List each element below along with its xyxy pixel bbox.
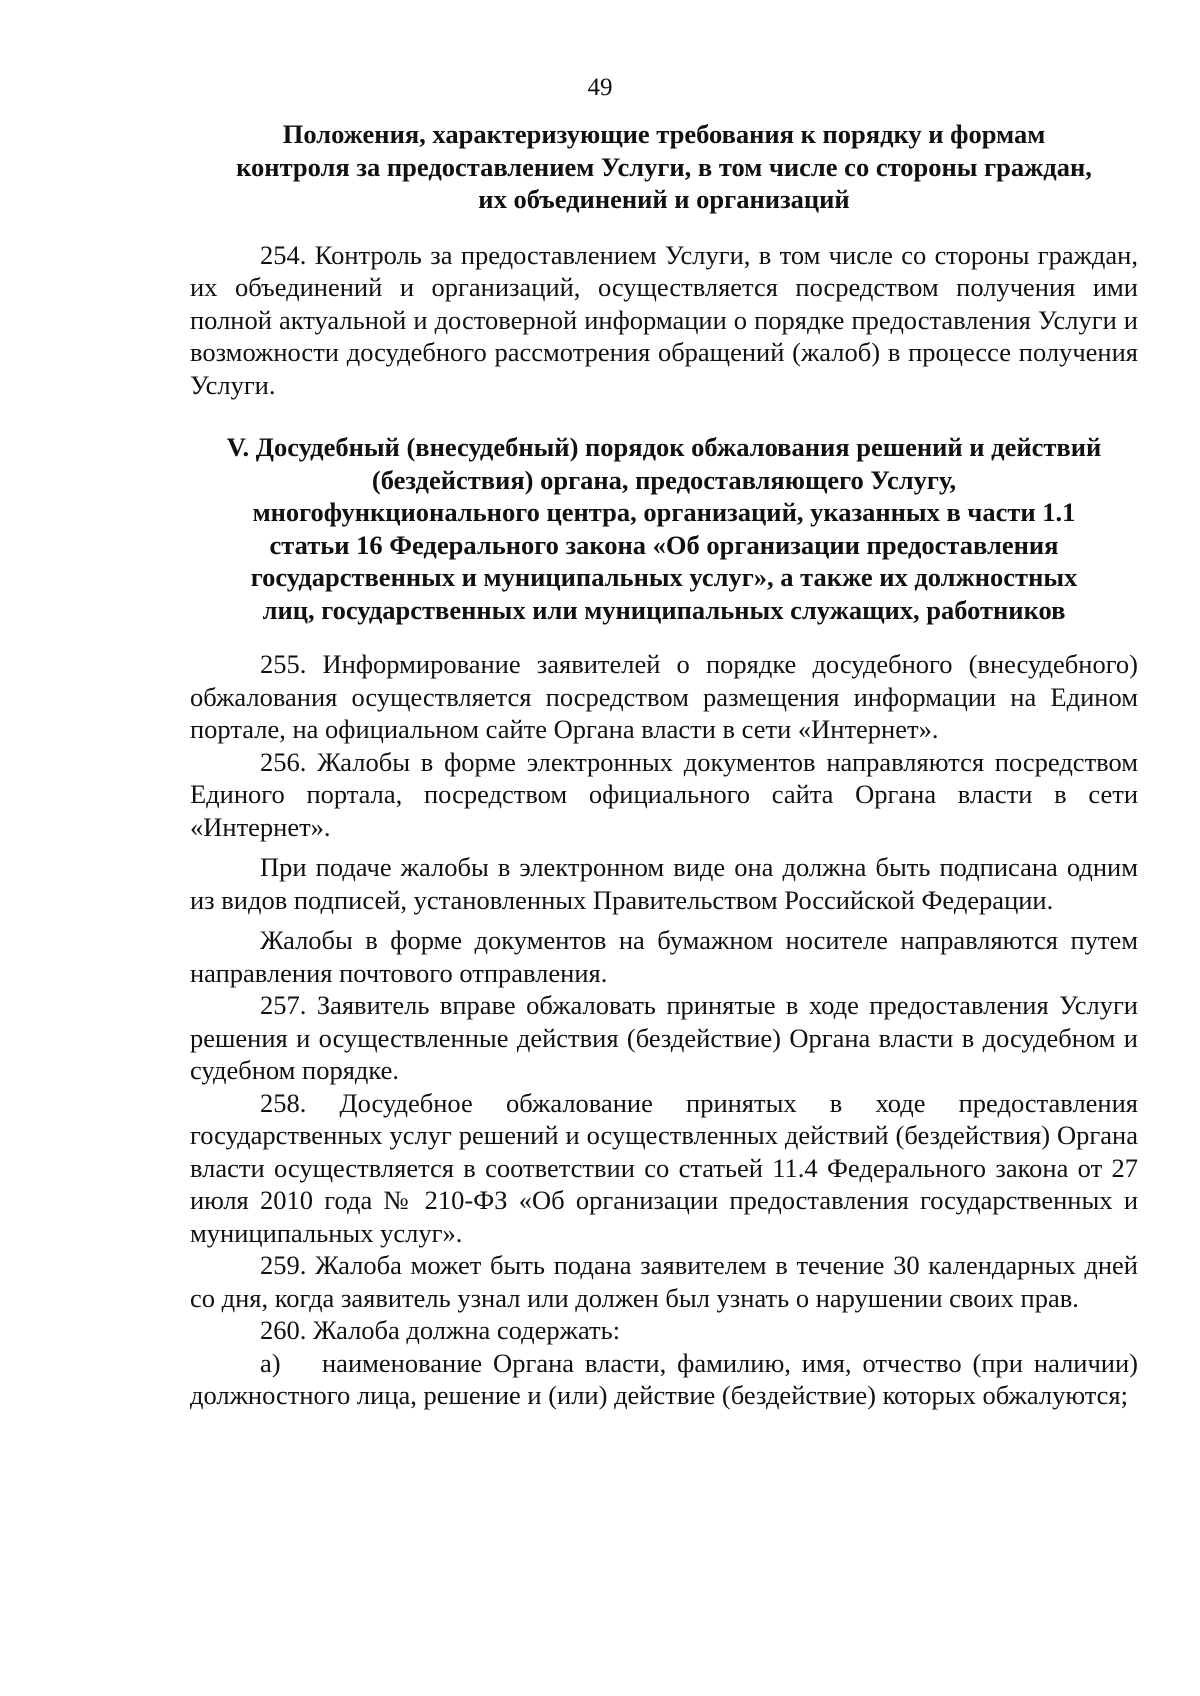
heading-line: статьи 16 Федерального закона «Об организации предоставления: [269, 529, 1059, 560]
paragraph-260: 260. Жалоба должна содержать:: [260, 1315, 621, 1345]
heading-line: (бездействия) органа, предоставляющего Услугу,: [371, 464, 957, 495]
heading-line: V. Досудебный (внесудебный) порядок обжалования решений и действий: [226, 432, 1102, 462]
page-number: 49: [587, 74, 613, 101]
list-item-text: наименование Органа власти, фамилию, имя, отчество (при наличии) должностного лица, решение и (или) действие (бездействие) которых обжалуются;: [190, 1347, 1138, 1410]
paragraph-256: 256. Жалобы в форме электронных документов направляются посредством Единого портала, посредством официального сайта Органа власти в сети «Интернет».: [190, 746, 1138, 842]
paragraph-259: 259. Жалоба может быть подана заявителем в течение 30 календарных дней со дня, когда заявитель узнал или должен был узнать о нарушении своих прав.: [190, 1250, 1138, 1313]
paragraph-paper-complaints: Жалобы в форме документов на бумажном носителе направляются путем направления почтового отправления.: [190, 925, 1138, 988]
heading-line: контроля за предоставлением Услуги, в том числе со стороны граждан,: [236, 151, 1092, 182]
paragraph-257: 257. Заявитель вправе обжаловать принятые в ходе предоставления Услуги решения и осуществленные действия (бездействие) Органа власти в досудебном и судебном порядке.: [190, 990, 1138, 1085]
list-item-a: [190, 1347, 1138, 1412]
paragraph-258: 258. Досудебное обжалование принятых в ходе предоставления государственных услуг решений и осуществленных действий (бездействия) Органа власти осуществляется в соответствии со статьей 11.4 Федерального закона от 27 июля 2010 года № 210-ФЗ «Об организации предоставления государственных и муниципальных услуг».: [190, 1087, 1138, 1248]
heading-line: их объединений и организаций: [478, 184, 850, 214]
paragraph-electronic-signature: При подаче жалобы в электронном виде она должна быть подписана одним из видов подписей, установленных Правительством Российской Федерации.: [190, 852, 1138, 915]
paragraph-254: 254. Контроль за предоставлением Услуги, в том числе со стороны граждан, их объединений и организаций, осуществляется посредством получения ими полной актуальной и достоверной информации о порядке предоставления Услуги и возможности досудебного рассмотрения обращений (жалоб) в процессе получения Услуги.: [190, 239, 1138, 400]
heading-line: государственных и муниципальных услуг», а также их должностных: [250, 562, 1078, 592]
section-heading-appeal: [190, 431, 1138, 626]
heading-line: Положения, характеризующие требования к порядку и формам: [282, 119, 1046, 149]
section-heading-control: [190, 118, 1138, 216]
heading-line: многофункционального центра, организаций, указанных в части 1.1: [252, 497, 1076, 527]
paragraph-255: 255. Информирование заявителей о порядке досудебного (внесудебного) обжалования осуществляется посредством размещения информации на Едином портале, на официальном сайте Органа власти в сети «Интернет».: [190, 649, 1138, 744]
heading-line: лиц, государственных или муниципальных служащих, работников: [262, 594, 1066, 625]
list-item-letter: а): [260, 1347, 281, 1378]
document-content: [190, 118, 1138, 1412]
